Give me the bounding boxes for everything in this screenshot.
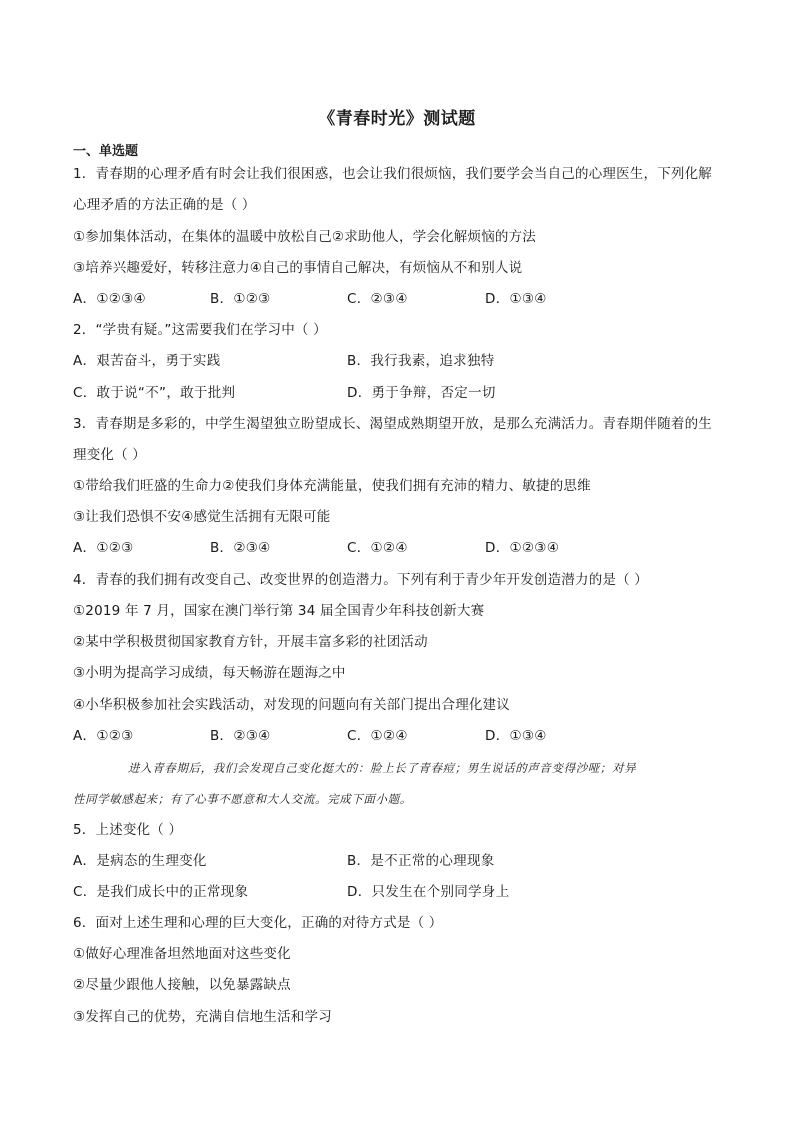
question-1-option-a: A．①②③④ [73, 291, 146, 307]
reading-passage: 进入青春期后，我们会发现自己变化挺大的：脸上长了青春痘；男生说话的声音变得沙哑；对异 [128, 761, 637, 775]
reading-passage-cont: 性同学敏感起来；有了心事不愿意和大人交流。完成下面小题。 [73, 792, 412, 806]
question-5-option-c: C．是我们成长中的正常现象 [73, 884, 249, 900]
question-6-statement: ②尽量少跟他人接触，以免暴露缺点 [73, 977, 291, 993]
question-5-option-a: A．是病态的生理变化 [73, 853, 207, 869]
question-2-stem: 2．“学贵有疑。”这需要我们在学习中（ ） [73, 322, 327, 338]
question-4-statement: ②某中学积极贯彻国家教育方针，开展丰富多彩的社团活动 [73, 634, 428, 650]
question-6-statement: ③发挥自己的优势，充满自信地生活和学习 [73, 1009, 332, 1025]
question-5-option-b: B．是不正常的心理现象 [347, 853, 495, 869]
question-1-option-d: D．①③④ [485, 291, 547, 307]
question-1-option-b: B．①②③ [210, 291, 271, 307]
question-6-stem: 6．面对上述生理和心理的巨大变化，正确的对待方式是（ ） [73, 915, 443, 931]
question-4-statement: ④小华积极参加社会实践活动，对发现的问题向有关部门提出合理化建议 [73, 697, 511, 713]
page-title: 《青春时光》测试题 [318, 109, 476, 129]
question-5-option-d: D．只发生在个别同学身上 [347, 884, 510, 900]
question-5-stem: 5．上述变化（ ） [73, 822, 183, 838]
question-2-option-d: D．勇于争辩，否定一切 [347, 385, 496, 401]
question-3-stem-cont: 理变化（ ） [73, 447, 146, 463]
section-heading: 一、单选题 [73, 144, 139, 159]
question-1-stem: 1．青春期的心理矛盾有时会让我们很困惑，也会让我们很烦恼，我们要学会当自己的心理医生，下列化解 [73, 166, 712, 182]
question-3-statement: ③让我们恐惧不安④感觉生活拥有无限可能 [73, 509, 331, 525]
question-1-stem-cont: 心理矛盾的方法正确的是（ ） [73, 197, 256, 213]
question-3-statement: ①带给我们旺盛的生命力②使我们身体充满能量，使我们拥有充沛的精力、敏捷的思维 [73, 478, 591, 494]
question-3-option-c: C．①②④ [347, 540, 408, 556]
question-3-option-d: D．①②③④ [485, 540, 560, 556]
question-4-statement: ③小明为提高学习成绩，每天畅游在题海之中 [73, 665, 346, 681]
question-4-option-c: C．①②④ [347, 728, 408, 744]
question-4-option-d: D．①③④ [485, 728, 547, 744]
question-3-option-b: B．②③④ [210, 540, 271, 556]
question-4-stem: 4．青春的我们拥有改变自己、改变世界的创造潜力。下列有利于青少年开发创造潜力的是（ ） [73, 572, 648, 588]
question-4-statement: ①2019 年 7 月，国家在澳门举行第 34 届全国青少年科技创新大赛 [73, 603, 485, 619]
question-3-stem: 3．青春期是多彩的，中学生渴望独立盼望成长、渴望成熟期望开放，是那么充满活力。青春期伴随着的生 [73, 416, 712, 432]
question-1-statement: ①参加集体活动，在集体的温暖中放松自己②求助他人，学会化解烦恼的方法 [73, 229, 537, 245]
question-3-option-a: A．①②③ [73, 540, 134, 556]
question-4-option-b: B．②③④ [210, 728, 271, 744]
question-4-option-a: A．①②③ [73, 728, 134, 744]
question-2-option-b: B．我行我素，追求独特 [347, 353, 495, 369]
question-1-option-c: C．②③④ [347, 291, 408, 307]
question-2-option-c: C．敢于说“不”，敢于批判 [73, 385, 236, 401]
question-1-statement: ③培养兴趣爱好，转移注意力④自己的事情自己解决，有烦恼从不和别人说 [73, 260, 523, 276]
question-6-statement: ①做好心理准备坦然地面对这些变化 [73, 946, 291, 962]
question-2-option-a: A．艰苦奋斗，勇于实践 [73, 353, 221, 369]
